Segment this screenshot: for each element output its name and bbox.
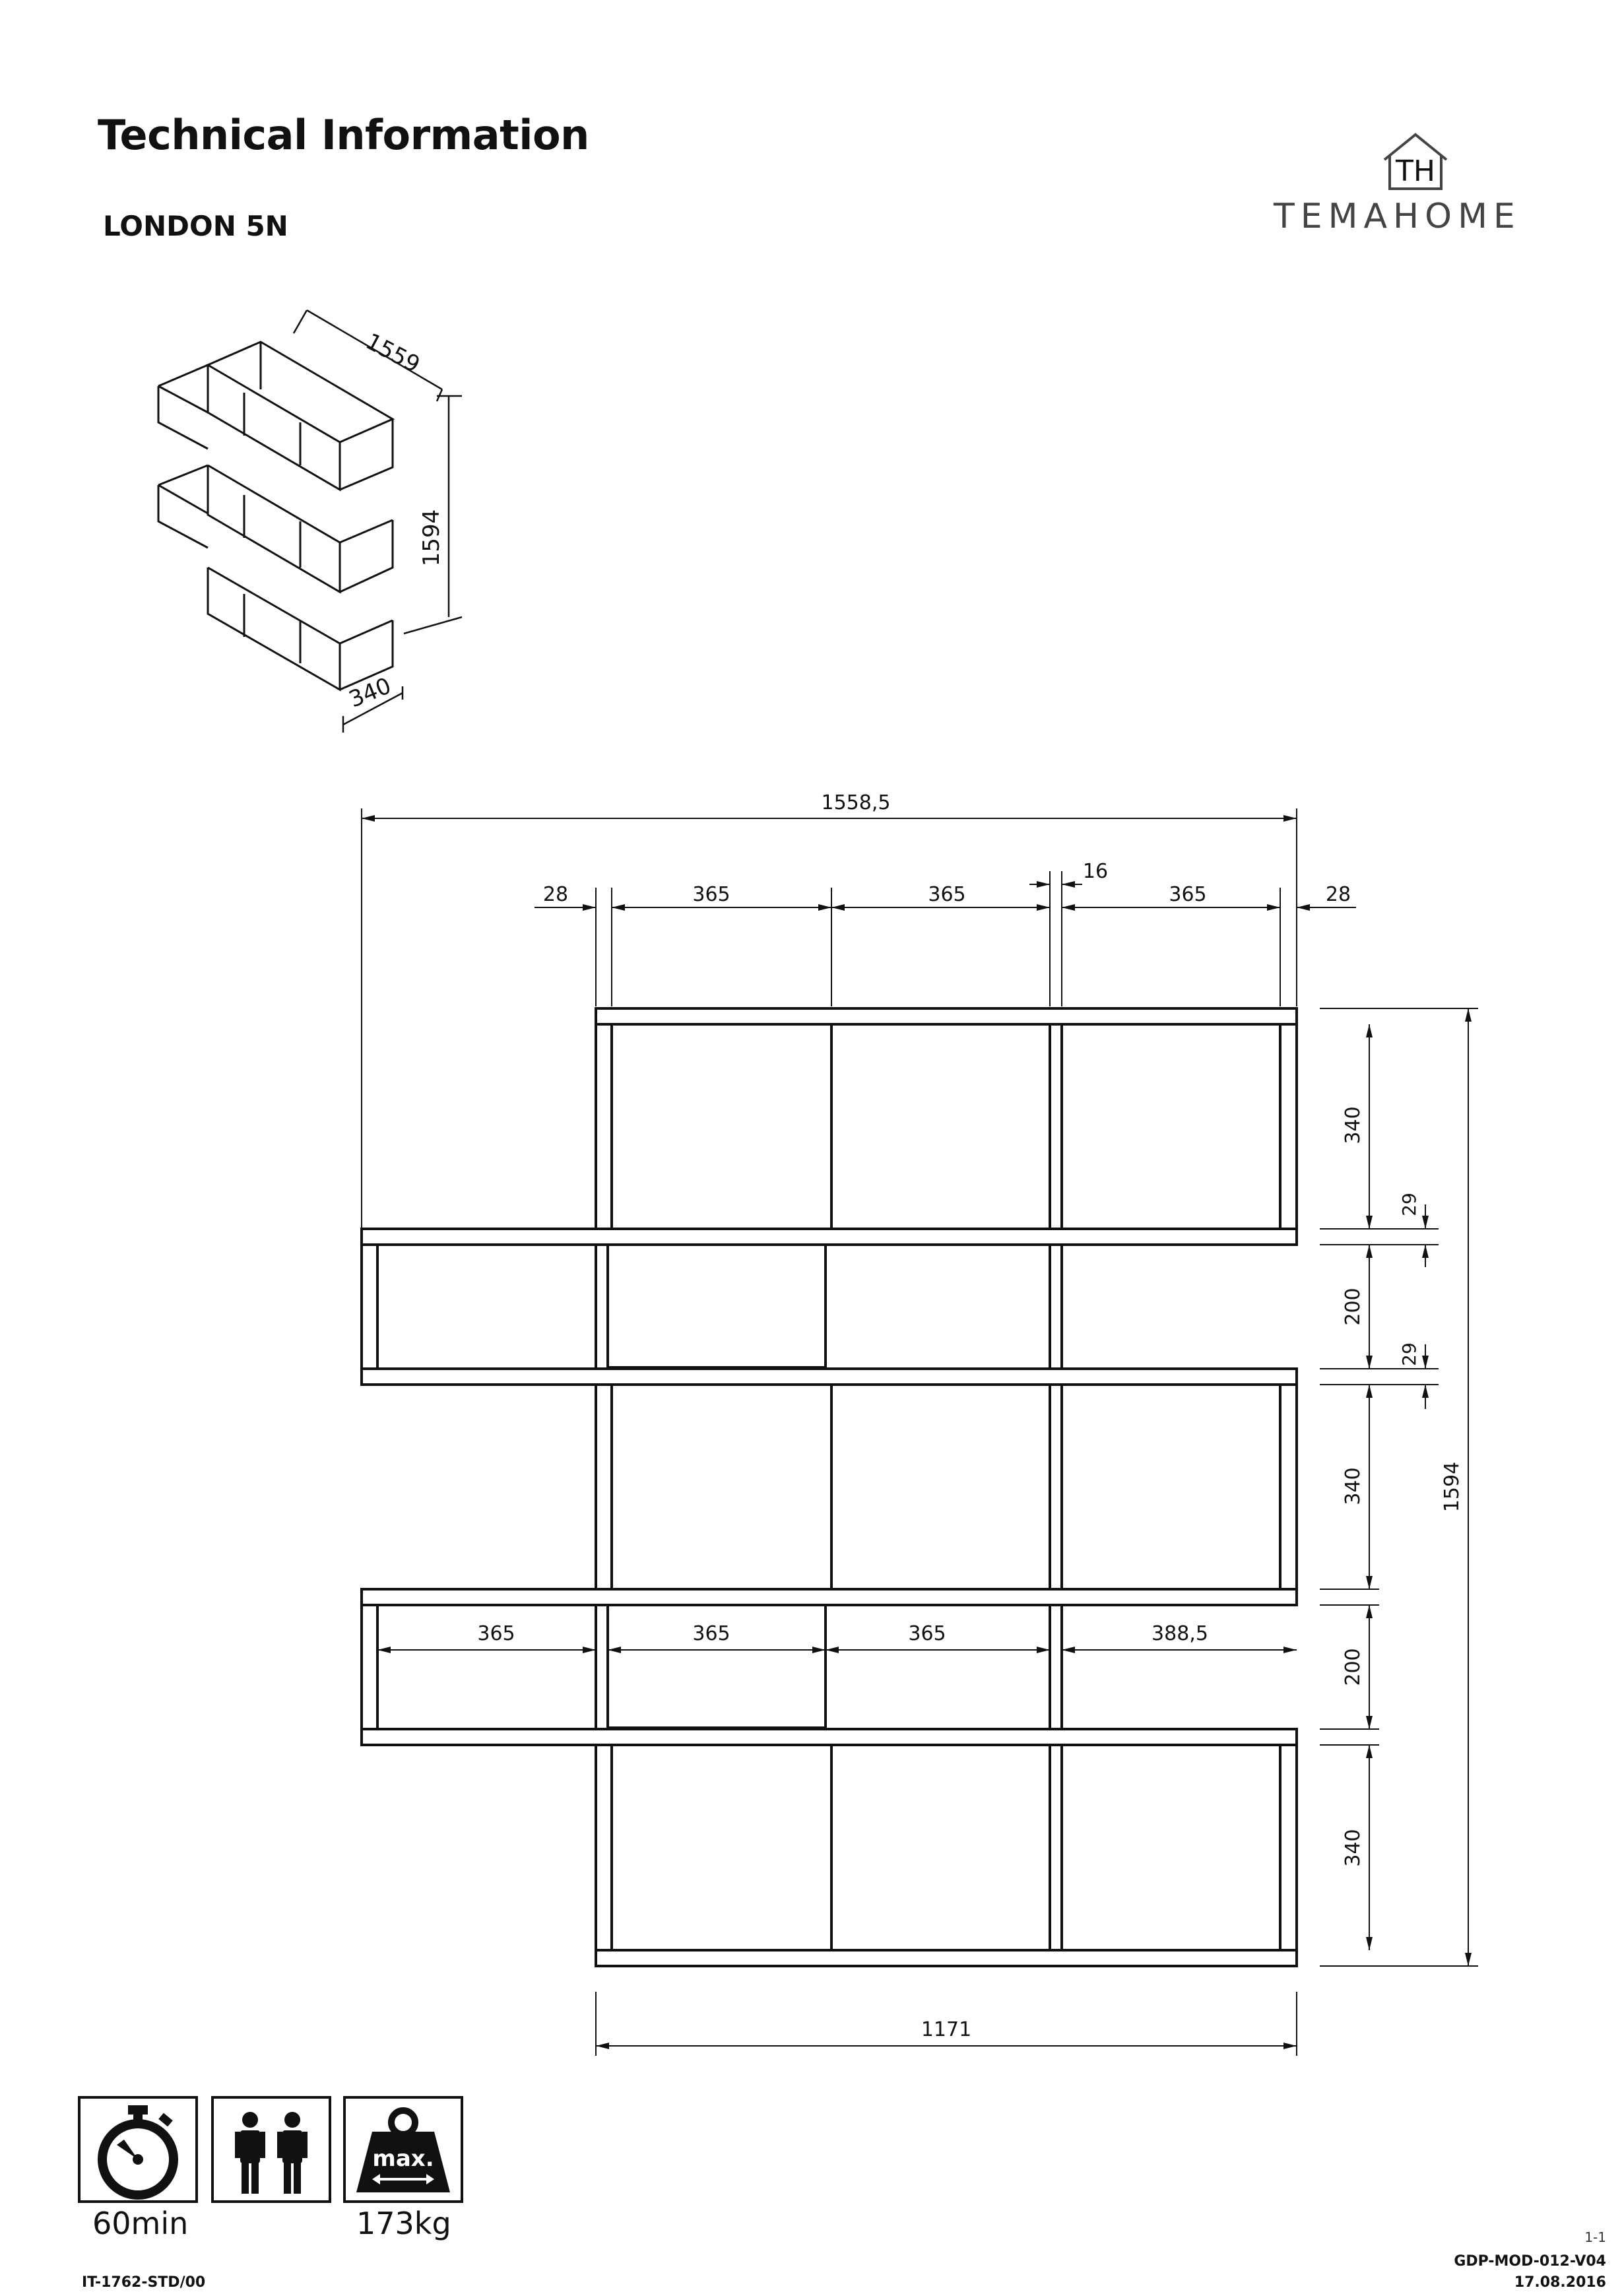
dim-top-0: 28 (542, 883, 569, 906)
model-name: LONDON 5N (103, 210, 288, 242)
dim-top-1: 365 (692, 883, 730, 906)
weight-icon (343, 2096, 463, 2203)
overall-width-label: 1558,5 (821, 791, 891, 814)
dimension-lines (362, 808, 1478, 2056)
assembly-time-label: 60min (92, 2206, 189, 2241)
weight-max-text: max. (372, 2146, 434, 2172)
iso-height-label: 1594 (418, 509, 445, 567)
page-number: 1-1 (1584, 2229, 1606, 2245)
logo-letters: TH (1396, 154, 1435, 188)
iso-depth-label: 340 (345, 672, 395, 713)
dim-inner-1: 365 (692, 1622, 730, 1645)
stopwatch-icon (78, 2096, 198, 2203)
dim-top-5: 28 (1325, 883, 1351, 906)
form-date: 17.08.2016 (1514, 2274, 1606, 2291)
dim-right-2: 200 (1342, 1288, 1365, 1326)
dim-right-0: 340 (1342, 1106, 1365, 1144)
dim-right-1: 29 (1398, 1193, 1420, 1216)
iso-width-label: 1559 (361, 328, 424, 379)
dim-right-4: 340 (1342, 1467, 1365, 1505)
overall-height-label: 1594 (1441, 1461, 1464, 1513)
dim-top-4: 365 (1169, 883, 1207, 906)
dim-inner-0: 365 (477, 1622, 515, 1645)
dim-inner-2: 365 (908, 1622, 946, 1645)
document-code: IT-1762-STD/00 (82, 2274, 206, 2291)
form-code: GDP-MOD-012-V04 (1454, 2253, 1606, 2270)
page-title: Technical Information (98, 111, 589, 159)
dim-right-6: 340 (1342, 1829, 1365, 1867)
dim-top-2: 365 (928, 883, 966, 906)
dim-right-5: 200 (1342, 1648, 1365, 1686)
shelf-structure (362, 1008, 1297, 1966)
isometric-view (158, 342, 393, 690)
bottom-width-label: 1171 (921, 2018, 972, 2041)
dim-top-3: 16 (1082, 860, 1109, 883)
dim-right-3: 29 (1398, 1342, 1420, 1366)
brand-name: TEMAHOME (1274, 197, 1521, 236)
two-persons-icon (211, 2096, 331, 2203)
dim-inner-3: 388,5 (1152, 1622, 1208, 1645)
max-weight-label: 173kg (356, 2206, 451, 2241)
